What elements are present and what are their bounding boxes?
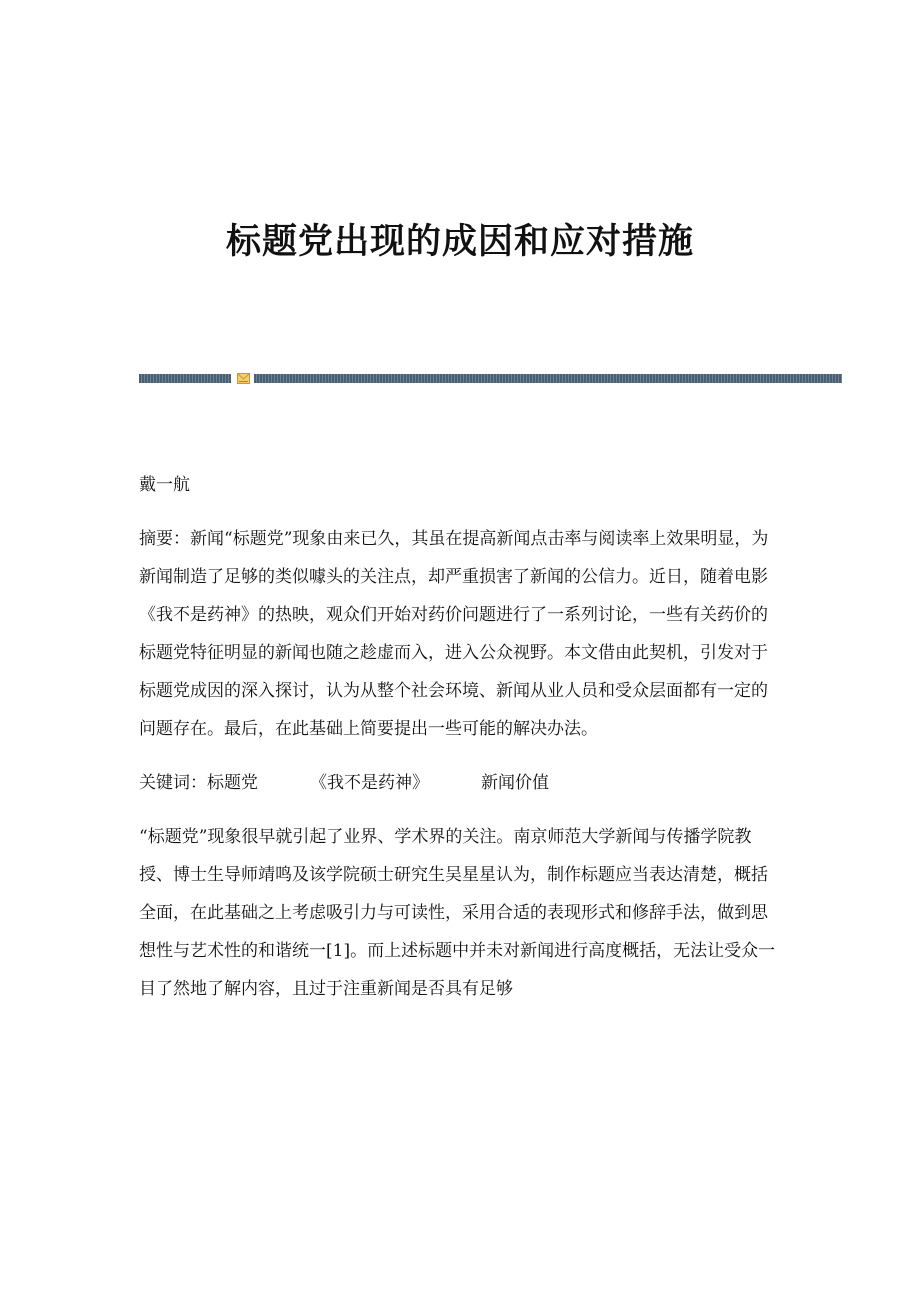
keywords-label: 关键词： [139,773,207,793]
document-body [139,466,779,1024]
body-paragraph: “标题党”现象很早就引起了业界、学术界的关注。南京师范大学新闻与传播学院教授、博士生导师靖鸣及该学院硕士研究生吴星星认为，制作标题应当表达清楚，概括全面，在此基础之上考虑吸引力与可读性，采用合适的表现形式和修辞手法，做到思想性与艺术性的和谐统一[1]。而上述标题中并未对新闻进行高度概括，无法让受众一目了然地了解内容，且过于注重新闻是否具有足够 [139,827,776,999]
document-title: 标题党出现的成因和应对措施 [225,221,694,262]
divider-bar-left [139,374,231,383]
keyword-item: 新闻价值 [481,773,549,793]
divider-bar-right [254,374,842,383]
keywords-line [139,764,779,802]
keyword-item: 标题党 [207,773,258,793]
author-name: 戴一航 [139,475,190,495]
envelope-ornament-icon [237,373,250,384]
title-divider [139,374,842,383]
abstract-paragraph: 摘要：新闻“标题党”现象由来已久，其虽在提高新闻点击率与阅读率上效果明显，为新闻制造了足够的类似噱头的关注点，却严重损害了新闻的公信力。近日，随着电影《我不是药神》的热映，观众们开始对药价问题进行了一系列讨论，一些有关药价的标题党特征明显的新闻也随之趁虚而入，进入公众视野。本文借由此契机，引发对于标题党成因的深入探讨，认为从整个社会环境、新闻从业人员和受众层面都有一定的问题存在。最后，在此基础上简要提出一些可能的解决办法。 [139,529,769,739]
keyword-item: 《我不是药神》 [310,773,429,793]
